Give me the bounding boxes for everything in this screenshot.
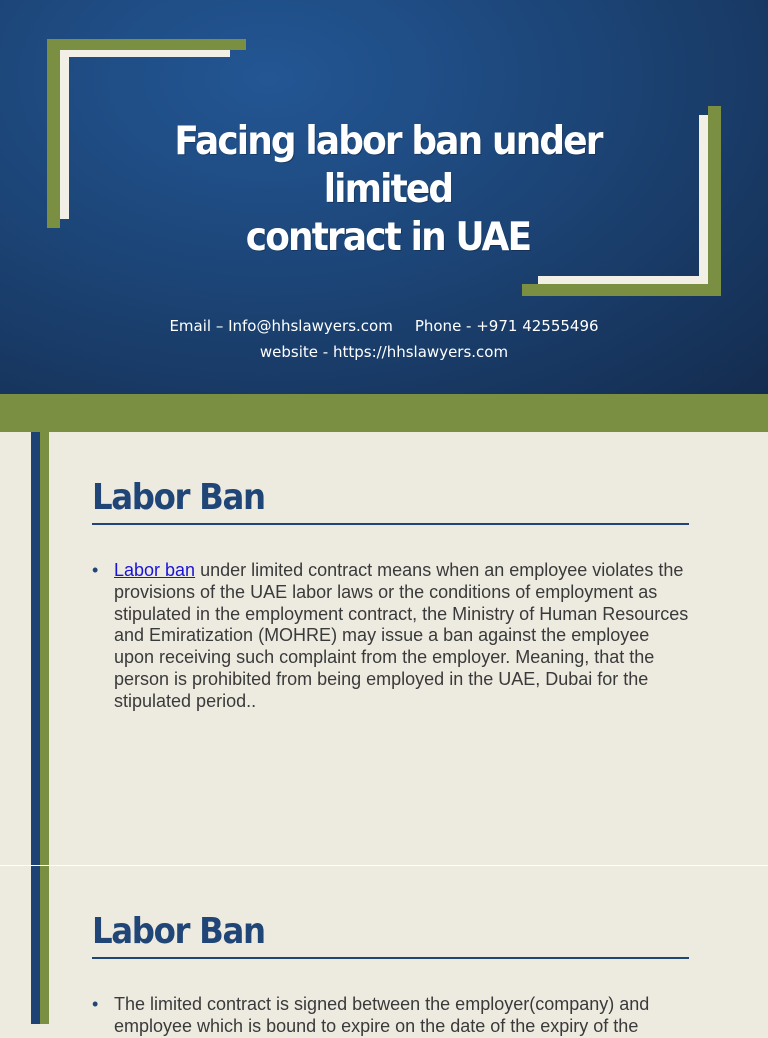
slide-heading: Labor Ban bbox=[92, 911, 265, 952]
title-slide bbox=[0, 0, 768, 394]
bullet-item bbox=[92, 560, 692, 713]
bottom-right-bracket-green-horizontal bbox=[522, 284, 721, 296]
title-line-2: contract in UAE bbox=[245, 215, 531, 260]
labor-ban-slide-2 bbox=[0, 866, 768, 1036]
bullet-marker: • bbox=[92, 560, 99, 580]
contact-phone: Phone - +971 42555496 bbox=[414, 317, 599, 335]
bullet-text bbox=[114, 560, 692, 713]
slide-body bbox=[92, 994, 692, 1038]
bottom-right-bracket-white-horizontal bbox=[538, 276, 708, 284]
accent-bar-blue bbox=[31, 866, 40, 1024]
top-left-bracket-white-horizontal bbox=[60, 50, 230, 57]
labor-ban-link[interactable]: Labor ban bbox=[114, 560, 196, 580]
bullet-text: The limited contract is signed between the employer(company) and employee which is bound to expire on the date of the expiry of the bbox=[114, 994, 650, 1036]
top-left-bracket-green-horizontal bbox=[47, 39, 246, 50]
top-left-bracket-white-vertical bbox=[60, 50, 69, 219]
green-band bbox=[0, 394, 768, 432]
presentation-title bbox=[114, 118, 662, 262]
top-left-bracket-green-vertical bbox=[47, 39, 60, 228]
slide-heading: Labor Ban bbox=[92, 477, 265, 518]
bullet-text-rest: under limited contract means when an employee violates the provisions of the UAE labor laws or the conditions of employment as stipulated in the employment contract, the Ministry of Human Resources and Emiratization (MOHRE) may issue a ban against the employee upon receiving such complaint from the employer. Meaning, that the person is prohibited from being employed in the UAE, Dubai for the stipulated period.. bbox=[114, 560, 689, 711]
heading-underline bbox=[92, 957, 689, 959]
contact-info bbox=[0, 313, 768, 365]
accent-bar-blue bbox=[31, 432, 40, 865]
labor-ban-slide-1 bbox=[0, 432, 768, 865]
accent-bar-green bbox=[40, 432, 49, 865]
heading-underline bbox=[92, 523, 689, 525]
bullet-marker: • bbox=[92, 994, 99, 1014]
bullet-item bbox=[92, 994, 692, 1038]
slide-body bbox=[92, 560, 692, 713]
bottom-right-bracket-green-vertical bbox=[708, 106, 721, 296]
bottom-right-bracket-white-vertical bbox=[699, 115, 708, 284]
accent-bar-green bbox=[40, 866, 49, 1024]
contact-website: website - https://hhslawyers.com bbox=[259, 343, 509, 361]
title-line-1: Facing labor ban under limited bbox=[174, 119, 602, 212]
contact-email: Email – Info@hhslawyers.com bbox=[169, 317, 393, 335]
